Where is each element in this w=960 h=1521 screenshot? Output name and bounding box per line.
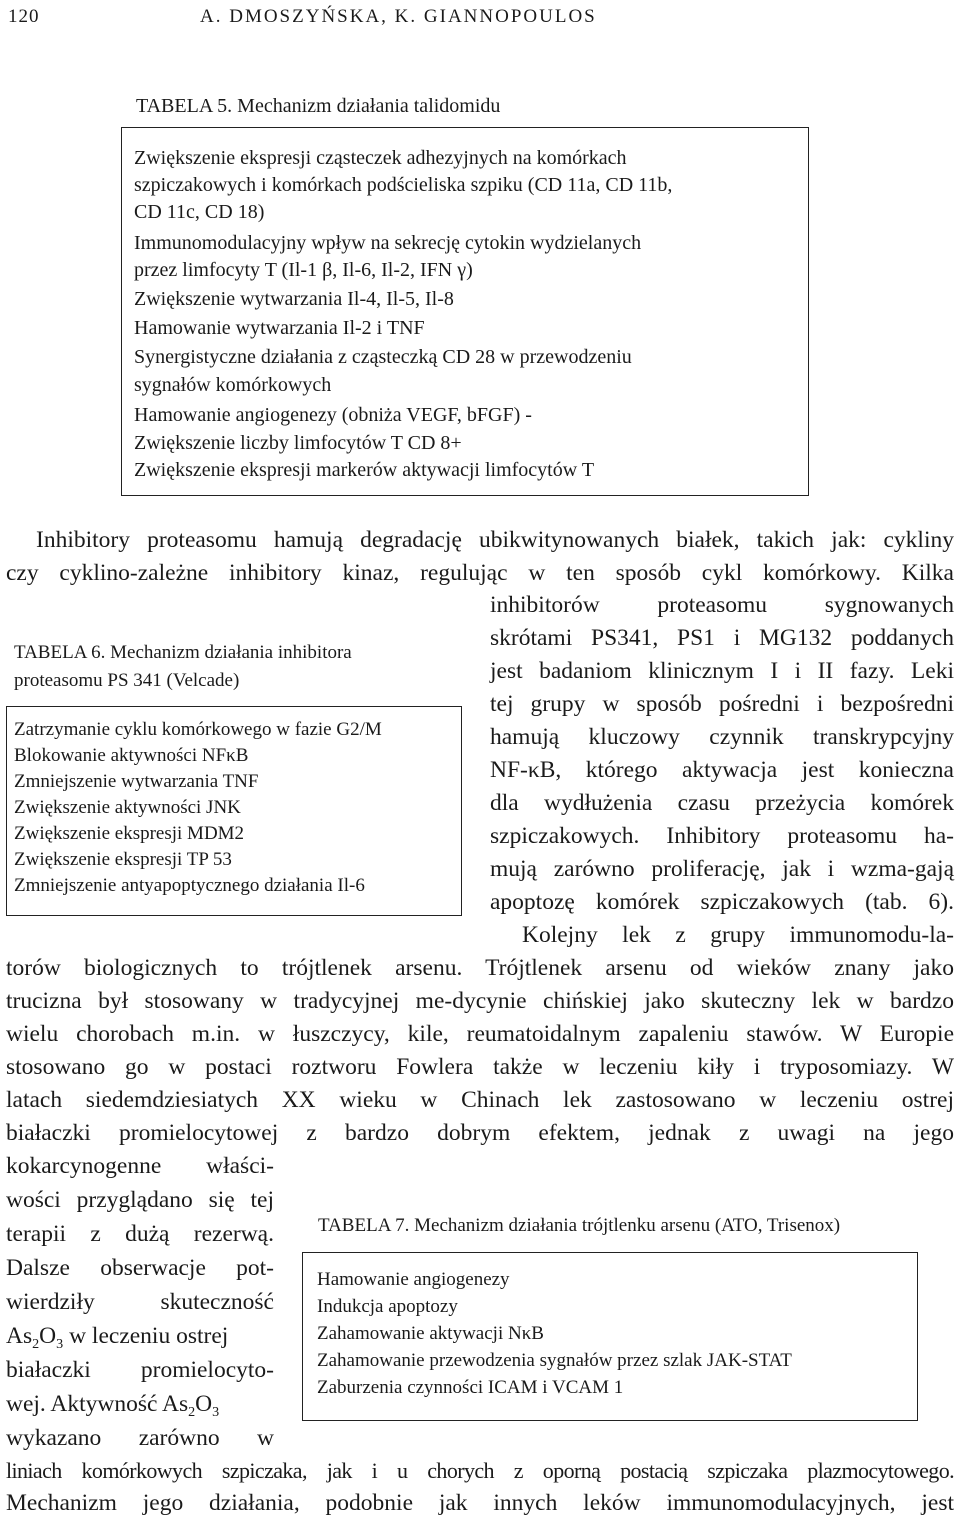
paragraph-line: stosowano go w postaci roztworu Fowlera także w leczeniu kiły i tryposomiazy. W (6, 1054, 954, 1080)
table5-caption: TABELA 5. Mechanizm działania talidomidu (136, 95, 501, 117)
column-line: Kolejny lek z grupy immunomodu-la- (522, 922, 954, 948)
column-line: hamują kluczowy czynnik transkrypcyjny (490, 724, 954, 750)
table6-row: Zmniejszenie antyapoptycznego działania Il-6 (14, 875, 365, 896)
table7-box (302, 1252, 918, 1421)
column-line: tej grupy w sposób pośredni i bezpośredni (490, 691, 954, 717)
column-line: skrótami PS341, PS1 i MG132 poddanych (490, 625, 954, 651)
column-line: Dalsze obserwacje pot- (6, 1255, 274, 1281)
table5-row: przez limfocyty T (Il-1 β, Il-6, Il-2, IFN γ) (134, 259, 473, 281)
column-line: dla wydłużenia czasu przeżycia komórek (490, 790, 954, 816)
column-line: jest badaniom klinicznym I i II fazy. Leki (490, 658, 954, 684)
running-head: A. DMOSZYŃSKA, K. GIANNOPOULOS (200, 6, 597, 27)
column-line (6, 1323, 274, 1350)
table6-row: Blokowanie aktywności NFκB (14, 745, 249, 766)
paragraph-line: torów biologicznych to trójtlenek arsenu. Trójtlenek arsenu od wieków znany jako (6, 955, 954, 981)
table5-row: szpiczakowych i komórkach podścieliska szpiku (CD 11a, CD 11b, (134, 174, 673, 196)
table5-row: Hamowanie angiogenezy (obniża VEGF, bFGF) - (134, 404, 532, 426)
paragraph-line: czy cyklino-zależne inhibitory kinaz, regulując w ten sposób cykl komórkowy. Kilka (6, 560, 954, 586)
table7-row: Hamowanie angiogenezy (317, 1269, 510, 1290)
table7-row: Zahamowanie przewodzenia sygnałów przez szlak JAK-STAT (317, 1350, 792, 1371)
table6-box (6, 706, 462, 916)
table6-row: Zwiększenie ekspresji TP 53 (14, 849, 232, 870)
paragraph-line: latach siedemdziesiatych XX wieku w Chinach lek zastosowano w leczeniu ostrej (6, 1087, 954, 1113)
column-line: wierdziły skuteczność (6, 1289, 274, 1315)
table7-row: Indukcja apoptozy (317, 1296, 458, 1317)
table5-box (121, 127, 809, 496)
table6-caption: proteasomu PS 341 (Velcade) (14, 670, 240, 691)
table5-row: Immunomodulacyjny wpływ na sekrecję cytokin wydzielanych (134, 232, 642, 254)
table5-row: Synergistyczne działania z cząsteczką CD 28 w przewodzeniu (134, 346, 632, 368)
column-line: szpiczakowych. Inhibitory proteasomu ha- (490, 823, 954, 849)
page-number: 120 (8, 6, 40, 27)
column-line: inhibitorów proteasomu sygnowanych (490, 592, 954, 618)
table6-row: Zwiększenie ekspresji MDM2 (14, 823, 245, 844)
column-line: białaczki promielocyto- (6, 1357, 274, 1383)
column-line: terapii z dużą rezerwą. (6, 1221, 274, 1247)
column-line: wykazano zarówno w (6, 1425, 274, 1451)
column-line: NF-κB, którego aktywacja jest konieczna (490, 757, 954, 783)
table5-row: Hamowanie wytwarzania Il-2 i TNF (134, 317, 425, 339)
table6-row: Zwiększenie aktywności JNK (14, 797, 241, 818)
table5-row: Zwiększenie liczby limfocytów T CD 8+ (134, 432, 462, 454)
column-line: wej. Aktywność $As_2O_3$ (6, 1391, 220, 1420)
paragraph-line: białaczki promielocytowej z bardzo dobrym efektem, jednak z uwagi na jego (6, 1120, 954, 1146)
paragraph-line: trucizna był stosowany w tradycyjnej me-dycynie chińskiej jako skuteczny lek w bardzo (6, 988, 954, 1014)
table6-caption: TABELA 6. Mechanizm działania inhibitora (14, 642, 352, 663)
column-line: kokarcynogenne właści- (6, 1153, 274, 1179)
table5-row: sygnałów komórkowych (134, 374, 332, 396)
table7-row: Zahamowanie aktywacji NκB (317, 1323, 544, 1344)
table7-row: Zaburzenia czynności ICAM i VCAM 1 (317, 1377, 624, 1398)
table6-row: Zatrzymanie cyklu komórkowego w fazie G2/M (14, 719, 382, 740)
paragraph-line: liniach komórkowych szpiczaka, jak i u chorych z oporną postacią szpiczaka plazmocytowego. (6, 1458, 954, 1483)
table6-row: Zmniejszenie wytwarzania TNF (14, 771, 259, 792)
table5-row: CD 11c, CD 18) (134, 201, 265, 223)
table7-caption: TABELA 7. Mechanizm działania trójtlenku arsenu (ATO, Trisenox) (318, 1215, 841, 1236)
paragraph-line: Mechanizm jego działania, podobnie jak innych leków immunomodulacyjnych, jest (6, 1490, 954, 1516)
column-line: mują zarówno proliferację, jak i wzma-gają (490, 856, 954, 882)
table5-row: Zwiększenie wytwarzania Il-4, Il-5, Il-8 (134, 288, 454, 310)
formula: $As_2O_3$ w leczeniu ostrej (6, 1323, 229, 1352)
paragraph-line: wielu chorobach m.in. w łuszczycy, kile, reumatoidalnym zapaleniu stawów. W Europie (6, 1021, 954, 1047)
column-line: wości przyglądano się tej (6, 1187, 274, 1213)
paragraph-line: Inhibitory proteasomu hamują degradację ubikwitynowanych białek, takich jak: cykliny (36, 527, 954, 553)
column-line: apoptozę komórek szpiczakowych (tab. 6). (490, 889, 954, 915)
table5-row: Zwiększenie ekspresji markerów aktywacji limfocytów T (134, 459, 595, 481)
table5-row: Zwiększenie ekspresji cząsteczek adhezyjnych na komórkach (134, 147, 627, 169)
